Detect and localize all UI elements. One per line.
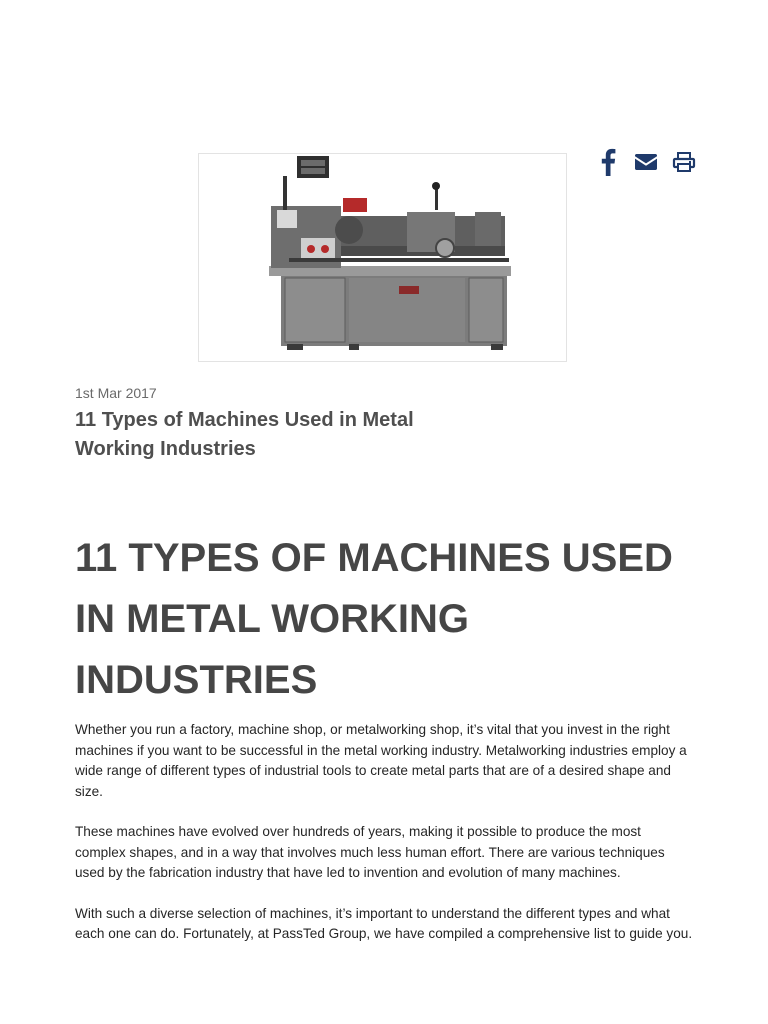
article-heading: 11 TYPES OF MACHINES USED IN METAL WORKING INDUSTRIES (75, 536, 673, 702)
article-paragraph: With such a diverse selection of machines, it’s important to understand the different types and what each one can do. Fortunately, at PassTed Group, we have compiled a comprehensive list to guide you. (75, 905, 693, 941)
hero-image (198, 153, 567, 362)
post-title[interactable]: 11 Types of Machines Used in Metal Working Industries (75, 409, 414, 460)
article-paragraph: Whether you run a factory, machine shop, or metalworking shop, it’s vital that you invest in the right machines if you want to be successful in the metal working industry. Metalworking industries employ a wide range of different types of industrial tools to create metal parts that are of a desired shape and size. (75, 722, 687, 799)
email-share-button[interactable] (634, 148, 658, 176)
facebook-icon (600, 148, 616, 176)
printer-icon (673, 152, 695, 172)
article-paragraph: These machines have evolved over hundreds of years, making it possible to produce the most complex shapes, and in a way that involves much less human effort. There are various techniques used by the fabrication industry that have led to invention and evolution of many machines. (75, 824, 665, 880)
envelope-icon (635, 154, 657, 170)
facebook-share-button[interactable] (596, 148, 620, 176)
article-body (75, 720, 693, 941)
print-button[interactable] (672, 148, 696, 176)
lathe-machine-image (199, 154, 566, 361)
share-bar (596, 148, 696, 176)
post-date: 1st Mar 2017 (75, 385, 157, 401)
